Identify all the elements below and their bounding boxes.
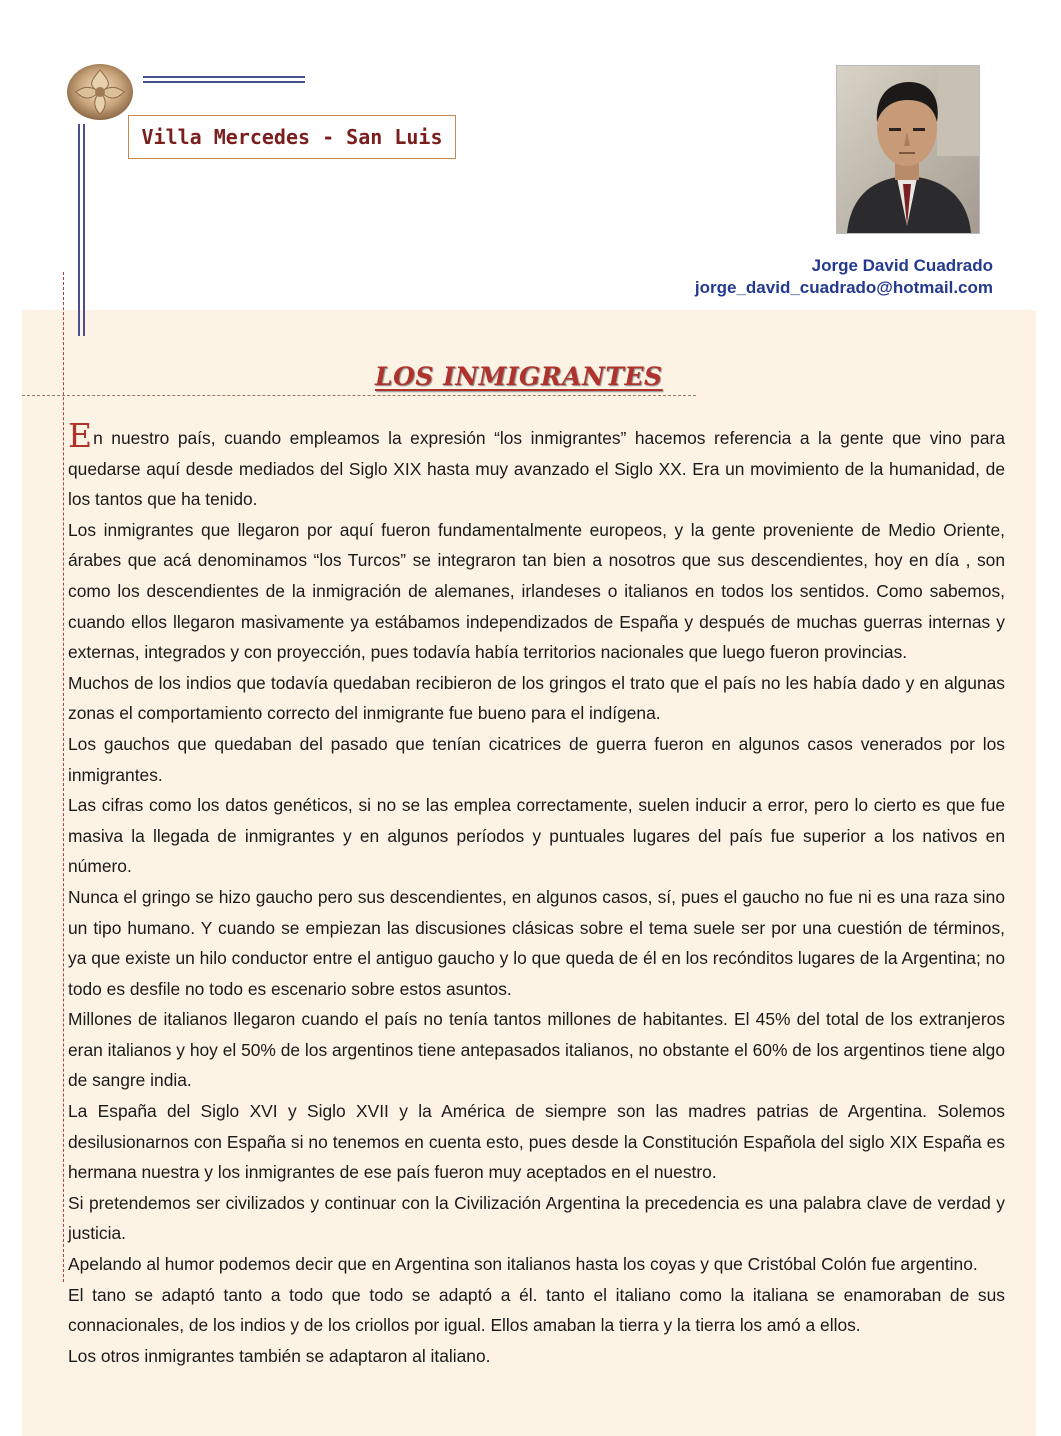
article-title: LOS INMIGRANTES — [375, 362, 663, 391]
paragraph: Si pretendemos ser civilizados y continuar con la Civilización Argentina la precedencia es una palabra clave de verdad y justicia. — [68, 1192, 1005, 1244]
dropcap-letter: E — [68, 416, 93, 455]
paragraph: Los otros inmigrantes también se adaptaron al italiano. — [68, 1345, 491, 1366]
paragraph: Las cifras como los datos genéticos, si no se las emplea correctamente, suelen inducir a error, pero lo cierto es que fue masiva la llegada de inmigrantes y en algunos períodos y puntuales lugares del país fue superior a los nativos en número. — [68, 795, 1005, 877]
paragraph: Muchos de los indios que todavía quedaban recibieron de los gringos el trato que el país no les había dado y en algunas zonas el comportamiento correcto del inmigrante fue bueno para el indígena. — [68, 672, 1005, 724]
author-info — [695, 255, 993, 299]
paragraph: La España del Siglo XVI y Siglo XVII y la América de siempre son las madres patrias de Argentina. Solemos desilusionarnos con España si no tenemos en cuenta esto, pues desde la Constitución Española del siglo XIX España es hermana nuestra y los inmigrantes de ese país fueron muy aceptados en el nuestro. — [68, 1101, 1005, 1183]
paragraph: El tano se adaptó tanto a todo que todo se adaptó a él. tanto el italiano como la italiana se enamoraban de sus connacionales, de los indios y de los criollos por igual. Ellos amaban la tierra y la tierra los amó a ellos. — [68, 1284, 1005, 1336]
side-rule — [78, 124, 80, 336]
paragraph-text: n nuestro país, cuando empleamos la expresión “los inmigrantes” hacemos referencia a la gente que vino para quedarse aquí desde mediados del Siglo XIX hasta muy avanzado el Siglo XX. Era un movimiento de la humanidad, de los tantos que ha tenido. — [68, 428, 1005, 510]
author-portrait — [836, 65, 980, 234]
paragraph: Apelando al humor podemos decir que en Argentina son italianos hasta los coyas y que Cristóbal Colón fue argentino. — [68, 1254, 978, 1275]
margin-guide-line — [63, 272, 64, 1282]
article-body — [68, 416, 1005, 1371]
side-rule — [83, 124, 85, 336]
header-rule — [143, 81, 305, 83]
location-box — [128, 115, 456, 159]
header-rule — [143, 76, 305, 78]
paragraph: Los inmigrantes que llegaron por aquí fueron fundamentalmente europeos, y la gente proveniente de Medio Oriente, árabes que acá denominamos “los Turcos” se integraron tan bien a nosotros que sus descendientes, hoy en día , son como los descendientes de la inmigración de alemanes, irlandeses o italianos en todos los sentidos. Como sabemos, cuando ellos llegaron masivamente ya estábamos independizados de España y después de muchas guerras internas y externas, integrados y con proyección, pues todavía había territorios nacionales que luego fueron provincias. — [68, 519, 1005, 663]
paragraph: Millones de italianos llegaron cuando el país no tenía tantos millones de habitantes. El 45% del total de los extranjeros eran italianos y hoy el 50% de los argentinos tiene antepasados italianos, no obstante el 60% de los argentinos tiene algo de sangre india. — [68, 1009, 1005, 1091]
author-name: Jorge David Cuadrado — [811, 256, 993, 275]
paragraph — [68, 416, 1005, 515]
title-guide-line — [22, 395, 696, 396]
paragraph: Los gauchos que quedaban del pasado que tenían cicatrices de guerra fueron en algunos casos venerados por los inmigrantes. — [68, 733, 1005, 785]
paragraph: Nunca el gringo se hizo gaucho pero sus descendientes, en algunos casos, sí, pues el gaucho no fue ni es una raza sino un tipo humano. Y cuando se empiezan las discusiones clásicas sobre el tema suele ser por una cuestión de términos, ya que existe un hilo conductor entre el antiguo gaucho y lo que queda de él en los recónditos lugares de la Argentina; no todo es desfile no todo es escenario sobre estos asuntos. — [68, 886, 1005, 999]
author-email[interactable]: jorge_david_cuadrado@hotmail.com — [694, 278, 993, 297]
location-label: Villa Mercedes - San Luis — [141, 125, 443, 149]
